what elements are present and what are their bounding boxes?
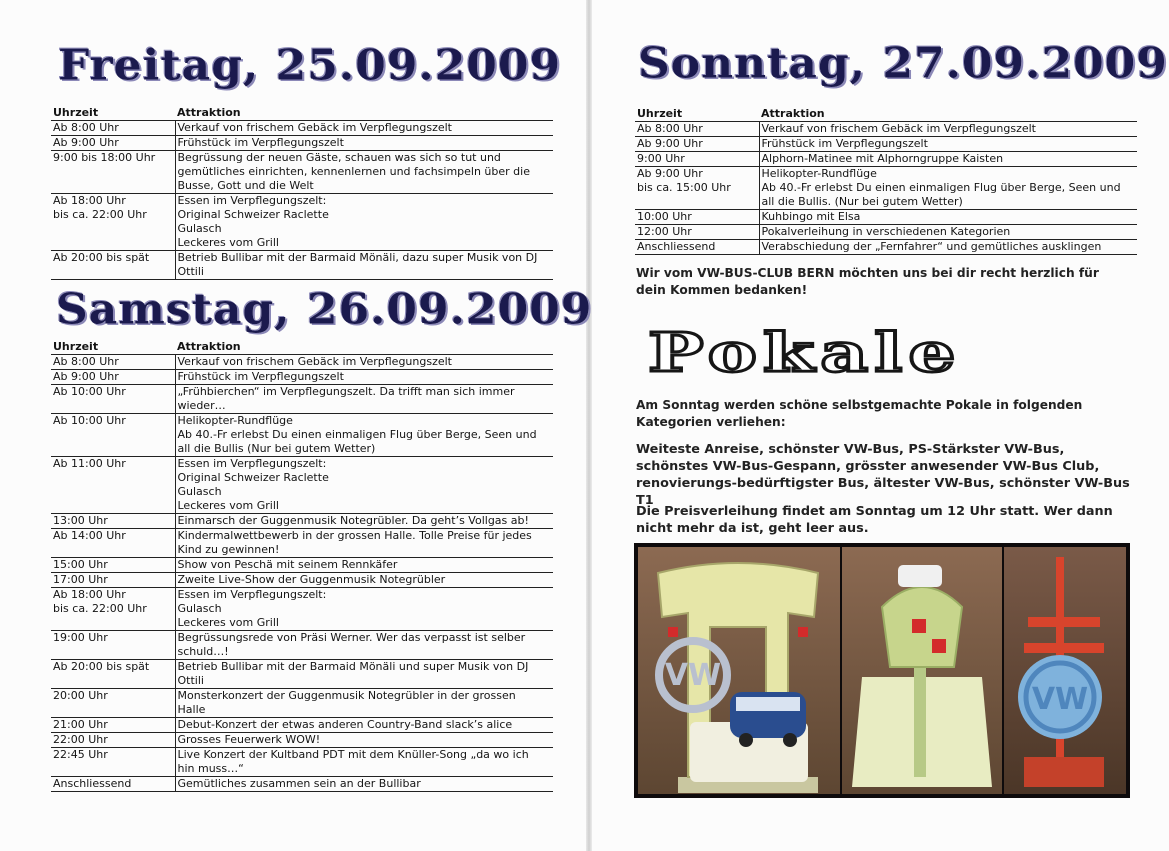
- pokale-ceremony: Die Preisverleihung findet am Sonntag um 12 Uhr statt. Wer dann nicht mehr da ist, geht leer aus.: [636, 504, 1113, 536]
- schedule-row: [51, 573, 553, 588]
- pokale-intro: Am Sonntag werden schöne selbstgemachte Pokale in folgenden Kategorien verliehen:: [636, 398, 1083, 429]
- row-attraction: Verabschiedung der „Fernfahrer“ und gemütliches ausklingen: [759, 240, 1137, 255]
- schedule-row: [51, 558, 553, 573]
- schedule-row: [51, 733, 553, 748]
- row-attraction: Verkauf von frischem Gebäck im Verpflegungszelt: [175, 355, 553, 370]
- sunday-title: Sonntag, 27.09.2009: [638, 39, 1168, 88]
- row-attraction: Helikopter-Rundflüge Ab 40.-Fr erlebst Du einen einmaligen Flug über Berge, Seen und all die Bullis (Nur bei gutem Wetter): [175, 414, 553, 457]
- row-time: Ab 18:00 Uhr bis ca. 22:00 Uhr: [51, 588, 175, 631]
- row-attraction: Essen im Verpflegungszelt: Gulasch Leckeres vom Grill: [175, 588, 553, 631]
- schedule-row: [51, 414, 553, 457]
- booklet-spine: [586, 0, 592, 851]
- trophies-photo: [634, 543, 1130, 798]
- row-time: 20:00 Uhr: [51, 689, 175, 718]
- schedule-row: [635, 167, 1137, 210]
- row-time: Ab 11:00 Uhr: [51, 457, 175, 514]
- row-attraction: Betrieb Bullibar mit der Barmaid Mönäli und super Musik von DJ Ottili: [175, 660, 553, 689]
- row-time: Anschliessend: [51, 777, 175, 792]
- row-time: 9:00 bis 18:00 Uhr: [51, 151, 175, 194]
- schedule-row: [51, 514, 553, 529]
- schedule-row: [51, 718, 553, 733]
- row-attraction: Verkauf von frischem Gebäck im Verpflegungszelt: [759, 122, 1137, 137]
- friday-title: Freitag, 25.09.2009: [58, 41, 562, 90]
- row-time: 13:00 Uhr: [51, 514, 175, 529]
- schedule-row: [51, 136, 553, 151]
- schedule-row: [635, 225, 1137, 240]
- schedule-row: [635, 210, 1137, 225]
- trophy-photo-1: [638, 547, 840, 794]
- row-attraction: Kindermalwettbewerb in der grossen Halle. Tolle Preise für jedes Kind zu gewinnen!: [175, 529, 553, 558]
- row-time: Ab 20:00 bis spät: [51, 251, 175, 280]
- row-time: Anschliessend: [635, 240, 759, 255]
- schedule-row: [635, 122, 1137, 137]
- row-time: 10:00 Uhr: [635, 210, 759, 225]
- row-attraction: Gemütliches zusammen sein an der Bullibar: [175, 777, 553, 792]
- schedule-row: [51, 251, 553, 280]
- schedule-row: [51, 194, 553, 251]
- saturday-schedule-table: [51, 340, 553, 792]
- row-time: 22:00 Uhr: [51, 733, 175, 748]
- trophy-photo-2: [842, 547, 1002, 794]
- row-attraction: Frühstück im Verpflegungszelt: [175, 136, 553, 151]
- row-attraction: Grosses Feuerwerk WOW!: [175, 733, 553, 748]
- row-attraction: Alphorn-Matinee mit Alphorngruppe Kaisten: [759, 152, 1137, 167]
- schedule-row: [51, 370, 553, 385]
- schedule-row: [51, 689, 553, 718]
- schedule-row: [51, 385, 553, 414]
- row-attraction: Frühstück im Verpflegungszelt: [175, 370, 553, 385]
- schedule-row: [51, 748, 553, 777]
- sunday-schedule-table: [635, 107, 1137, 255]
- schedule-row: [51, 151, 553, 194]
- row-attraction: Monsterkonzert der Guggenmusik Notegrübler in der grossen Halle: [175, 689, 553, 718]
- row-attraction: „Frühbierchen“ im Verpflegungszelt. Da trifft man sich immer wieder…: [175, 385, 553, 414]
- schedule-row: [51, 121, 553, 136]
- row-time: Ab 9:00 Uhr: [51, 136, 175, 151]
- pokale-title: Pokale: [648, 322, 962, 384]
- row-time: Ab 8:00 Uhr: [635, 122, 759, 137]
- row-time: Ab 14:00 Uhr: [51, 529, 175, 558]
- row-time: 17:00 Uhr: [51, 573, 175, 588]
- row-time: Ab 8:00 Uhr: [51, 355, 175, 370]
- row-attraction: Betrieb Bullibar mit der Barmaid Mönäli, dazu super Musik von DJ Ottili: [175, 251, 553, 280]
- row-time: Ab 10:00 Uhr: [51, 385, 175, 414]
- row-attraction: Zweite Live-Show der Guggenmusik Notegrübler: [175, 573, 553, 588]
- row-attraction: Live Konzert der Kultband PDT mit dem Knüller-Song „da wo ich hin muss…“: [175, 748, 553, 777]
- row-attraction: Debut-Konzert der etwas anderen Country-Band slack’s alice: [175, 718, 553, 733]
- column-header-time: Uhrzeit: [51, 340, 175, 355]
- column-header-attraction: Attraktion: [175, 340, 553, 355]
- svg-text:VW: VW: [1031, 682, 1089, 717]
- row-attraction: Verkauf von frischem Gebäck im Verpflegungszelt: [175, 121, 553, 136]
- row-attraction: Einmarsch der Guggenmusik Notegrübler. Da geht’s Vollgas ab!: [175, 514, 553, 529]
- schedule-row: [635, 152, 1137, 167]
- schedule-row: [51, 355, 553, 370]
- column-header-time: Uhrzeit: [635, 107, 759, 122]
- column-header-attraction: Attraktion: [759, 107, 1137, 122]
- schedule-row: [635, 240, 1137, 255]
- schedule-row: [51, 457, 553, 514]
- schedule-row: [51, 631, 553, 660]
- row-time: 21:00 Uhr: [51, 718, 175, 733]
- saturday-title: Samstag, 26.09.2009: [56, 285, 593, 334]
- row-attraction: Helikopter-Rundflüge Ab 40.-Fr erlebst Du einen einmaligen Flug über Berge, Seen und all die Bullis. (Nur bei gutem Wetter): [759, 167, 1137, 210]
- row-attraction: Pokalverleihung in verschiedenen Kategorien: [759, 225, 1137, 240]
- row-attraction: Begrüssung der neuen Gäste, schauen was sich so tut und gemütliches einrichten, kennenlernen und fachsimpeln über die Busse, Gott und die Welt: [175, 151, 553, 194]
- row-time: 12:00 Uhr: [635, 225, 759, 240]
- schedule-row: [51, 529, 553, 558]
- row-time: 19:00 Uhr: [51, 631, 175, 660]
- row-time: Ab 9:00 Uhr: [51, 370, 175, 385]
- row-time: 22:45 Uhr: [51, 748, 175, 777]
- trophy-photo-3: [1004, 547, 1126, 794]
- row-time: 9:00 Uhr: [635, 152, 759, 167]
- column-header-attraction: Attraktion: [175, 106, 553, 121]
- schedule-row: [635, 137, 1137, 152]
- row-time: Ab 18:00 Uhr bis ca. 22:00 Uhr: [51, 194, 175, 251]
- friday-schedule-table: [51, 106, 553, 280]
- row-attraction: Essen im Verpflegungszelt: Original Schweizer Raclette Gulasch Leckeres vom Grill: [175, 457, 553, 514]
- row-time: Ab 9:00 Uhr: [635, 137, 759, 152]
- column-header-time: Uhrzeit: [51, 106, 175, 121]
- row-attraction: Kuhbingo mit Elsa: [759, 210, 1137, 225]
- row-attraction: Begrüssungsrede von Präsi Werner. Wer das verpasst ist selber schuld…!: [175, 631, 553, 660]
- row-time: Ab 9:00 Uhr bis ca. 15:00 Uhr: [635, 167, 759, 210]
- schedule-row: [51, 588, 553, 631]
- row-time: Ab 8:00 Uhr: [51, 121, 175, 136]
- schedule-row: [51, 777, 553, 792]
- pokale-categories: Weiteste Anreise, schönster VW-Bus, PS-Stärkster VW-Bus, schönstes VW-Bus-Gespann, grösster anwesender VW-Bus Club, renovierungs-bedürftigster Bus, ältester VW-Bus, schönster VW-Bus T1: [636, 442, 1130, 508]
- schedule-row: [51, 660, 553, 689]
- row-attraction: Show von Peschä mit seinem Rennkäfer: [175, 558, 553, 573]
- row-time: Ab 20:00 bis spät: [51, 660, 175, 689]
- thanks-text: Wir vom VW-BUS-CLUB BERN möchten uns bei dir recht herzlich für dein Kommen bedanken!: [636, 266, 1099, 297]
- row-attraction: Essen im Verpflegungszelt: Original Schweizer Raclette Gulasch Leckeres vom Grill: [175, 194, 553, 251]
- row-time: 15:00 Uhr: [51, 558, 175, 573]
- svg-text:VW: VW: [664, 658, 722, 693]
- row-attraction: Frühstück im Verpflegungszelt: [759, 137, 1137, 152]
- row-time: Ab 10:00 Uhr: [51, 414, 175, 457]
